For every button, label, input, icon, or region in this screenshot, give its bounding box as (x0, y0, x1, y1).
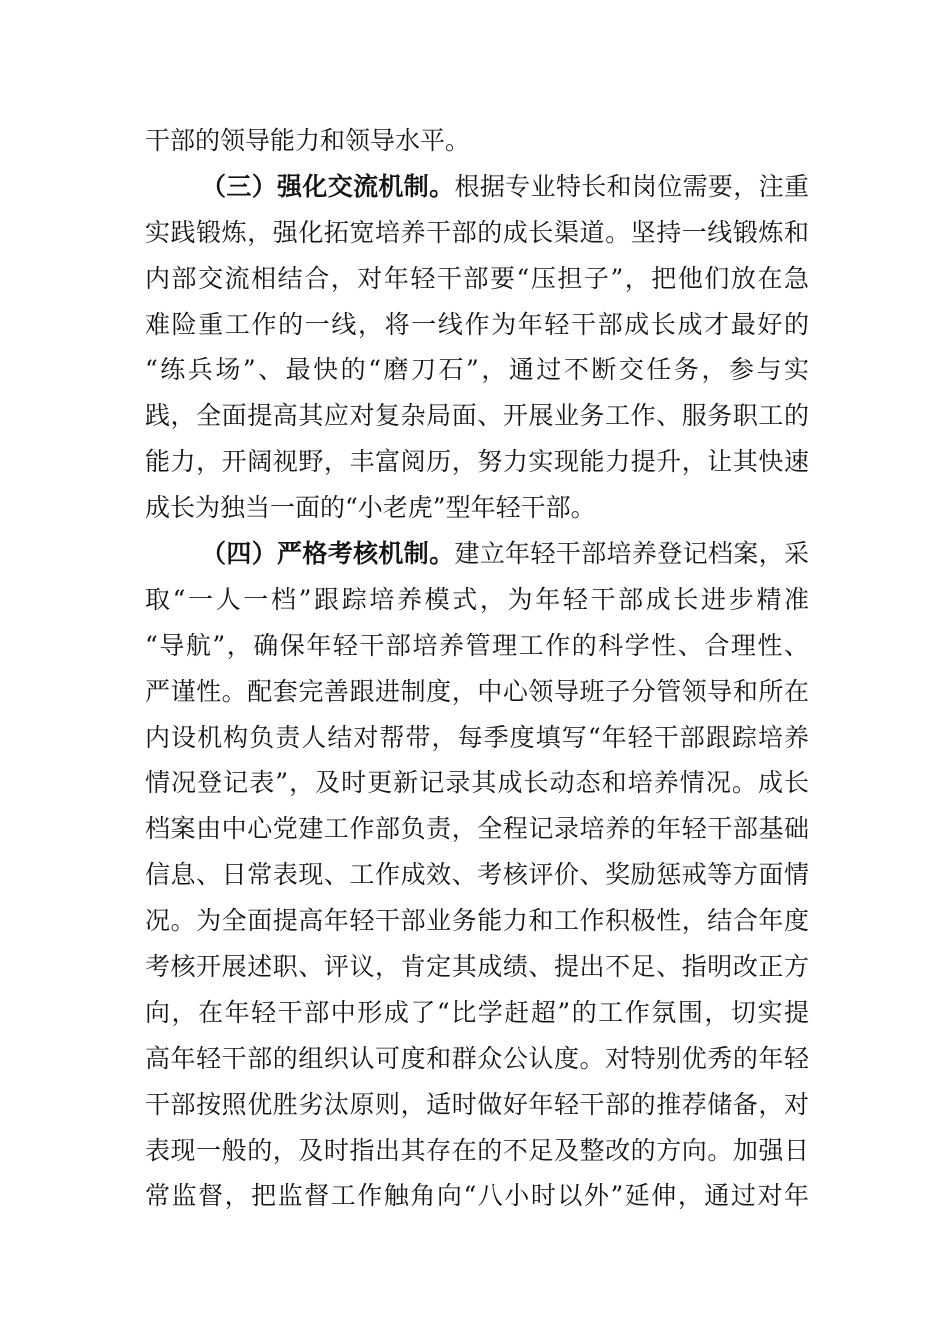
text-line: 考核开展述职、评议，肯定其成绩、提出不足、指明改正方 (145, 952, 809, 982)
paragraph-4-heading: （四）严格考核机制。 (201, 539, 455, 569)
paragraph-3-heading: （三）强化交流机制。 (201, 171, 455, 201)
text-line: 表现一般的，及时指出其存在的不足及整改的方向。加强日 (145, 1135, 809, 1165)
text-line: 干部的领导能力和领导水平。 (145, 126, 471, 155)
text-line: 成长为独当一面的“小老虎”型年轻干部。 (145, 493, 596, 523)
text-line: 档案由中心党建工作部负责，全程记录培养的年轻干部基础 (145, 814, 809, 844)
text-line: “练兵场”、最快的“磨刀石”，通过不断交任务，参与实 (145, 355, 809, 385)
text-line: 能力，开阔视野，丰富阅历，努力实现能力提升，让其快速 (145, 447, 809, 477)
paragraph-4-text: 建立年轻干部培养登记档案，采 (454, 539, 809, 569)
text-line: 干部按照优胜劣汰原则，适时做好年轻干部的推荐储备，对 (145, 1089, 809, 1119)
text-line: 难险重工作的一线，将一线作为年轻干部成长成才最好的 (145, 309, 809, 339)
text-line: 内部交流相结合，对年轻干部要“压担子”，把他们放在急 (145, 263, 809, 293)
text-line: 常监督，把监督工作触角向“八小时以外”延伸，通过对年 (145, 1181, 809, 1211)
text-line: 严谨性。配套完善跟进制度，中心领导班子分管领导和所在 (145, 676, 809, 706)
text-line: 践，全面提高其应对复杂局面、开展业务工作、服务职工的 (145, 401, 809, 431)
text-line: 况。为全面提高年轻干部业务能力和工作积极性，结合年度 (145, 906, 809, 936)
paragraph-3-text: 根据专业特长和岗位需要，注重 (454, 171, 809, 201)
paragraph-3-first-line (145, 164, 809, 210)
text-line: 实践锻炼，强化拓宽培养干部的成长渠道。坚持一线锻炼和 (145, 217, 809, 247)
paragraph-4-first-line (145, 531, 809, 577)
text-line: 向，在年轻干部中形成了“比学赶超”的工作氛围，切实提 (145, 997, 809, 1027)
text-line: 信息、日常表现、工作成效、考核评价、奖励惩戒等方面情 (145, 860, 809, 890)
text-line: 内设机构负责人结对帮带，每季度填写“年轻干部跟踪培养 (145, 722, 809, 752)
text-line: “导航”，确保年轻干部培养管理工作的科学性、合理性、 (145, 630, 809, 660)
text-line: 情况登记表”，及时更新记录其成长动态和培养情况。成长 (145, 768, 809, 798)
document-page (145, 118, 809, 1219)
text-line: 高年轻干部的组织认可度和群众公认度。对特别优秀的年轻 (145, 1043, 809, 1073)
text-line: 取“一人一档”跟踪培养模式，为年轻干部成长进步精准 (145, 584, 809, 614)
